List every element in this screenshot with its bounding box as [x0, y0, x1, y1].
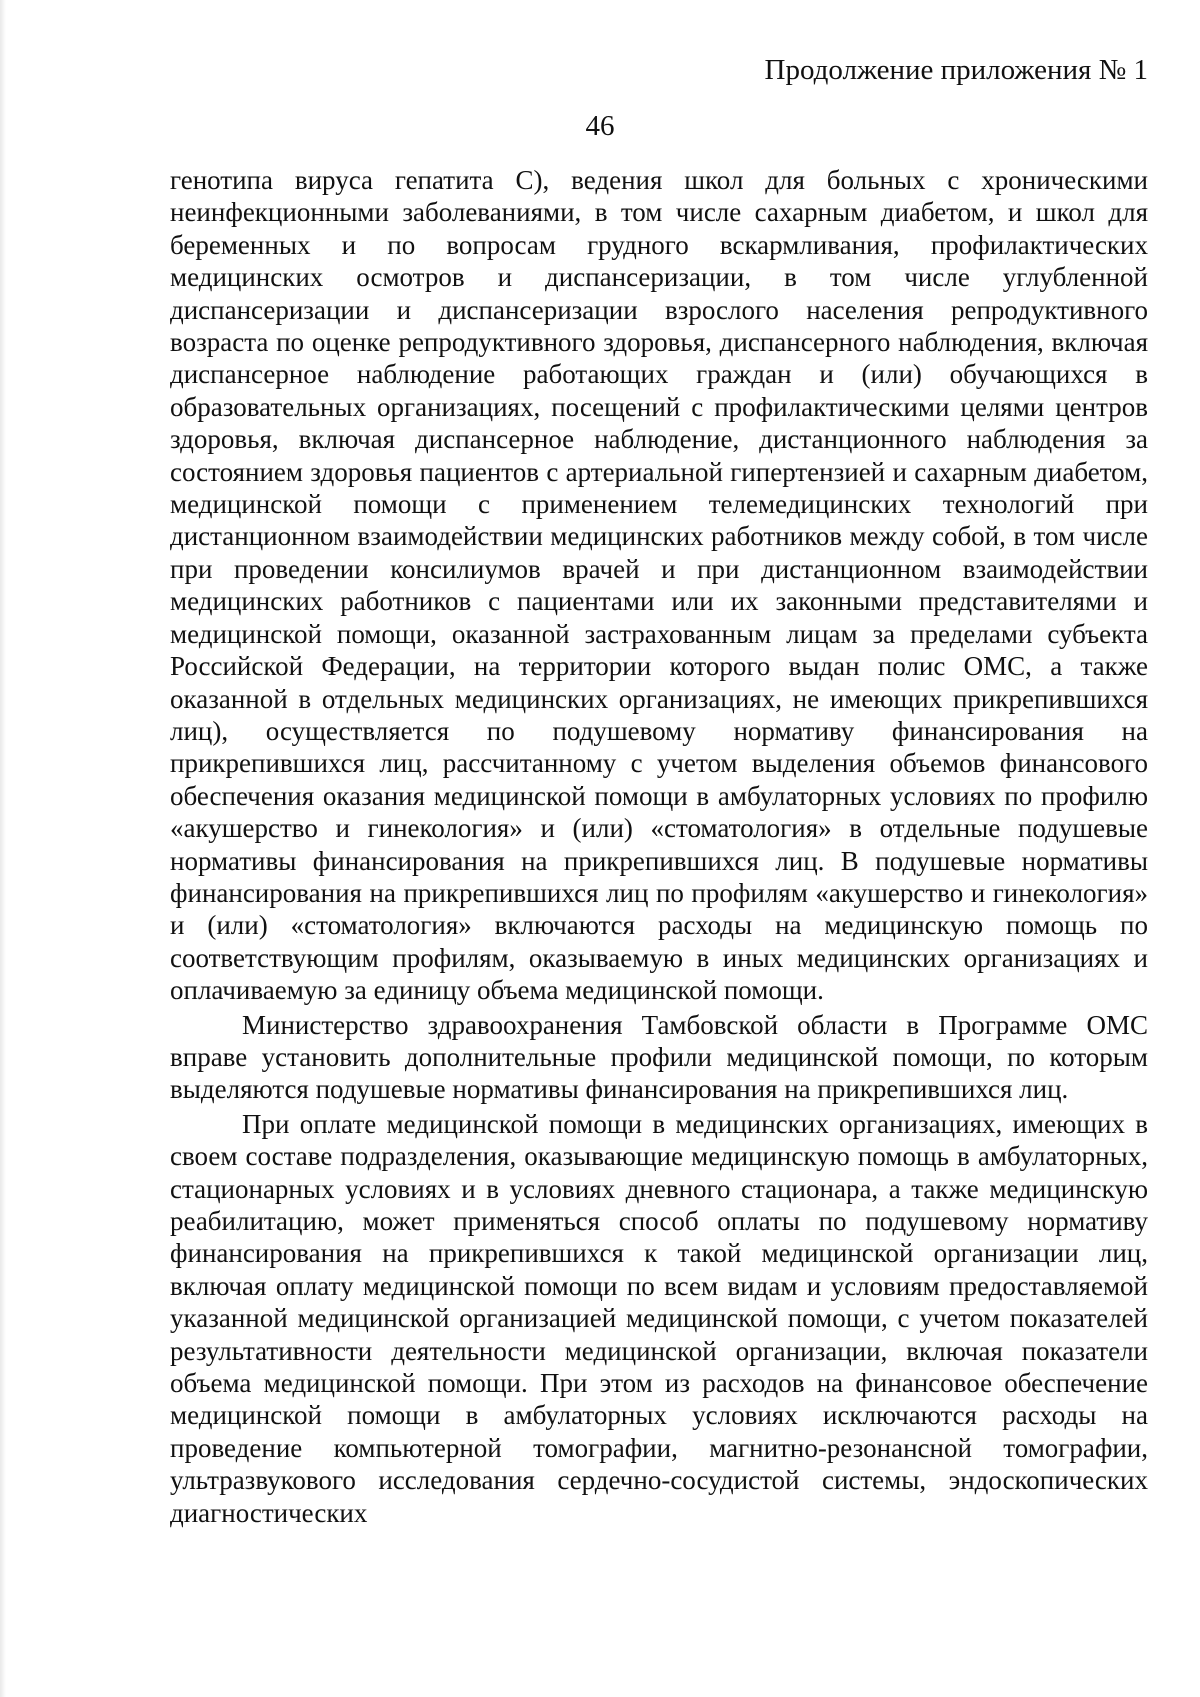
page-number: 46	[585, 110, 615, 142]
paragraph-continued: генотипа вируса гепатита С), ведения школ для больных с хроническими неинфекционными заболеваниями, в том числе сахарным диабетом, и школ для беременных и по вопросам грудного вскармливания, профилактических медицинских осмотров и диспансеризации, в том числе углубленной диспансеризации и диспансеризации взрослого населения репродуктивного возраста по оценке репродуктивного здоровья, диспансерного наблюдения, включая диспансерное наблюдение работающих граждан и (или) обучающихся в образовательных организациях, посещений с профилактическими целями центров здоровья, включая диспансерное наблюдение, дистанционного наблюдения за состоянием здоровья пациентов с артериальной гипертензией и сахарным диабетом, медицинской помощи с применением телемедицинских технологий при дистанционном взаимодействии медицинских работников между собой, в том числе при проведении консилиумов врачей и при дистанционном взаимодействии медицинских работников с пациентами или их законными представителями и медицинской помощи, оказанной застрахованным лицам за пределами субъекта Российской Федерации, на территории которого выдан полис ОМС, а также оказанной в отдельных медицинских организациях, не имеющих прикрепившихся лиц), осуществляется по подушевому нормативу финансирования на прикрепившихся лиц, рассчитанному с учетом выделения объемов финансового обеспечения оказания медицинской помощи в амбулаторных условиях по профилю «акушерство и гинекология» и (или) «стоматология» в отдельные подушевые нормативы финансирования на прикрепившихся лиц. В подушевые нормативы финансирования на прикрепившихся лиц по профилям «акушерство и гинекология» и (или) «стоматология» включаются расходы на медицинскую помощь по соответствующим профилям, оказываемую в иных медицинских организациях и оплачиваемую за единицу объема медицинской помощи.	[170, 165, 1148, 1006]
appendix-continuation-label: Продолжение приложения № 1	[764, 54, 1148, 86]
scan-edge-shadow	[0, 0, 6, 1697]
paragraph-ministry: Министерство здравоохранения Тамбовской области в Программе ОМС вправе установить дополнительные профили медицинской помощи, по которым выделяются подушевые нормативы финансирования на прикрепившихся лиц.	[170, 1009, 1148, 1105]
document-body	[170, 164, 1148, 1529]
paragraph-payment: При оплате медицинской помощи в медицинских организациях, имеющих в своем составе подразделения, оказывающие медицинскую помощь в амбулаторных, стационарных условиях и в условиях дневного стационара, а также медицинскую реабилитацию, может применяться способ оплаты по подушевому нормативу финансирования на прикрепившихся к такой медицинской организации лиц, включая оплату медицинской помощи по всем видам и условиям предоставляемой указанной медицинской организацией медицинской помощи, с учетом показателей результативности деятельности медицинской организации, включая показатели объема медицинской помощи. При этом из расходов на финансовое обеспечение медицинской помощи в амбулаторных условиях исключаются расходы на проведение компьютерной томографии, магнитно-резонансной томографии, ультразвукового исследования сердечно-сосудистой системы, эндоскопических диагностических	[170, 1108, 1148, 1528]
